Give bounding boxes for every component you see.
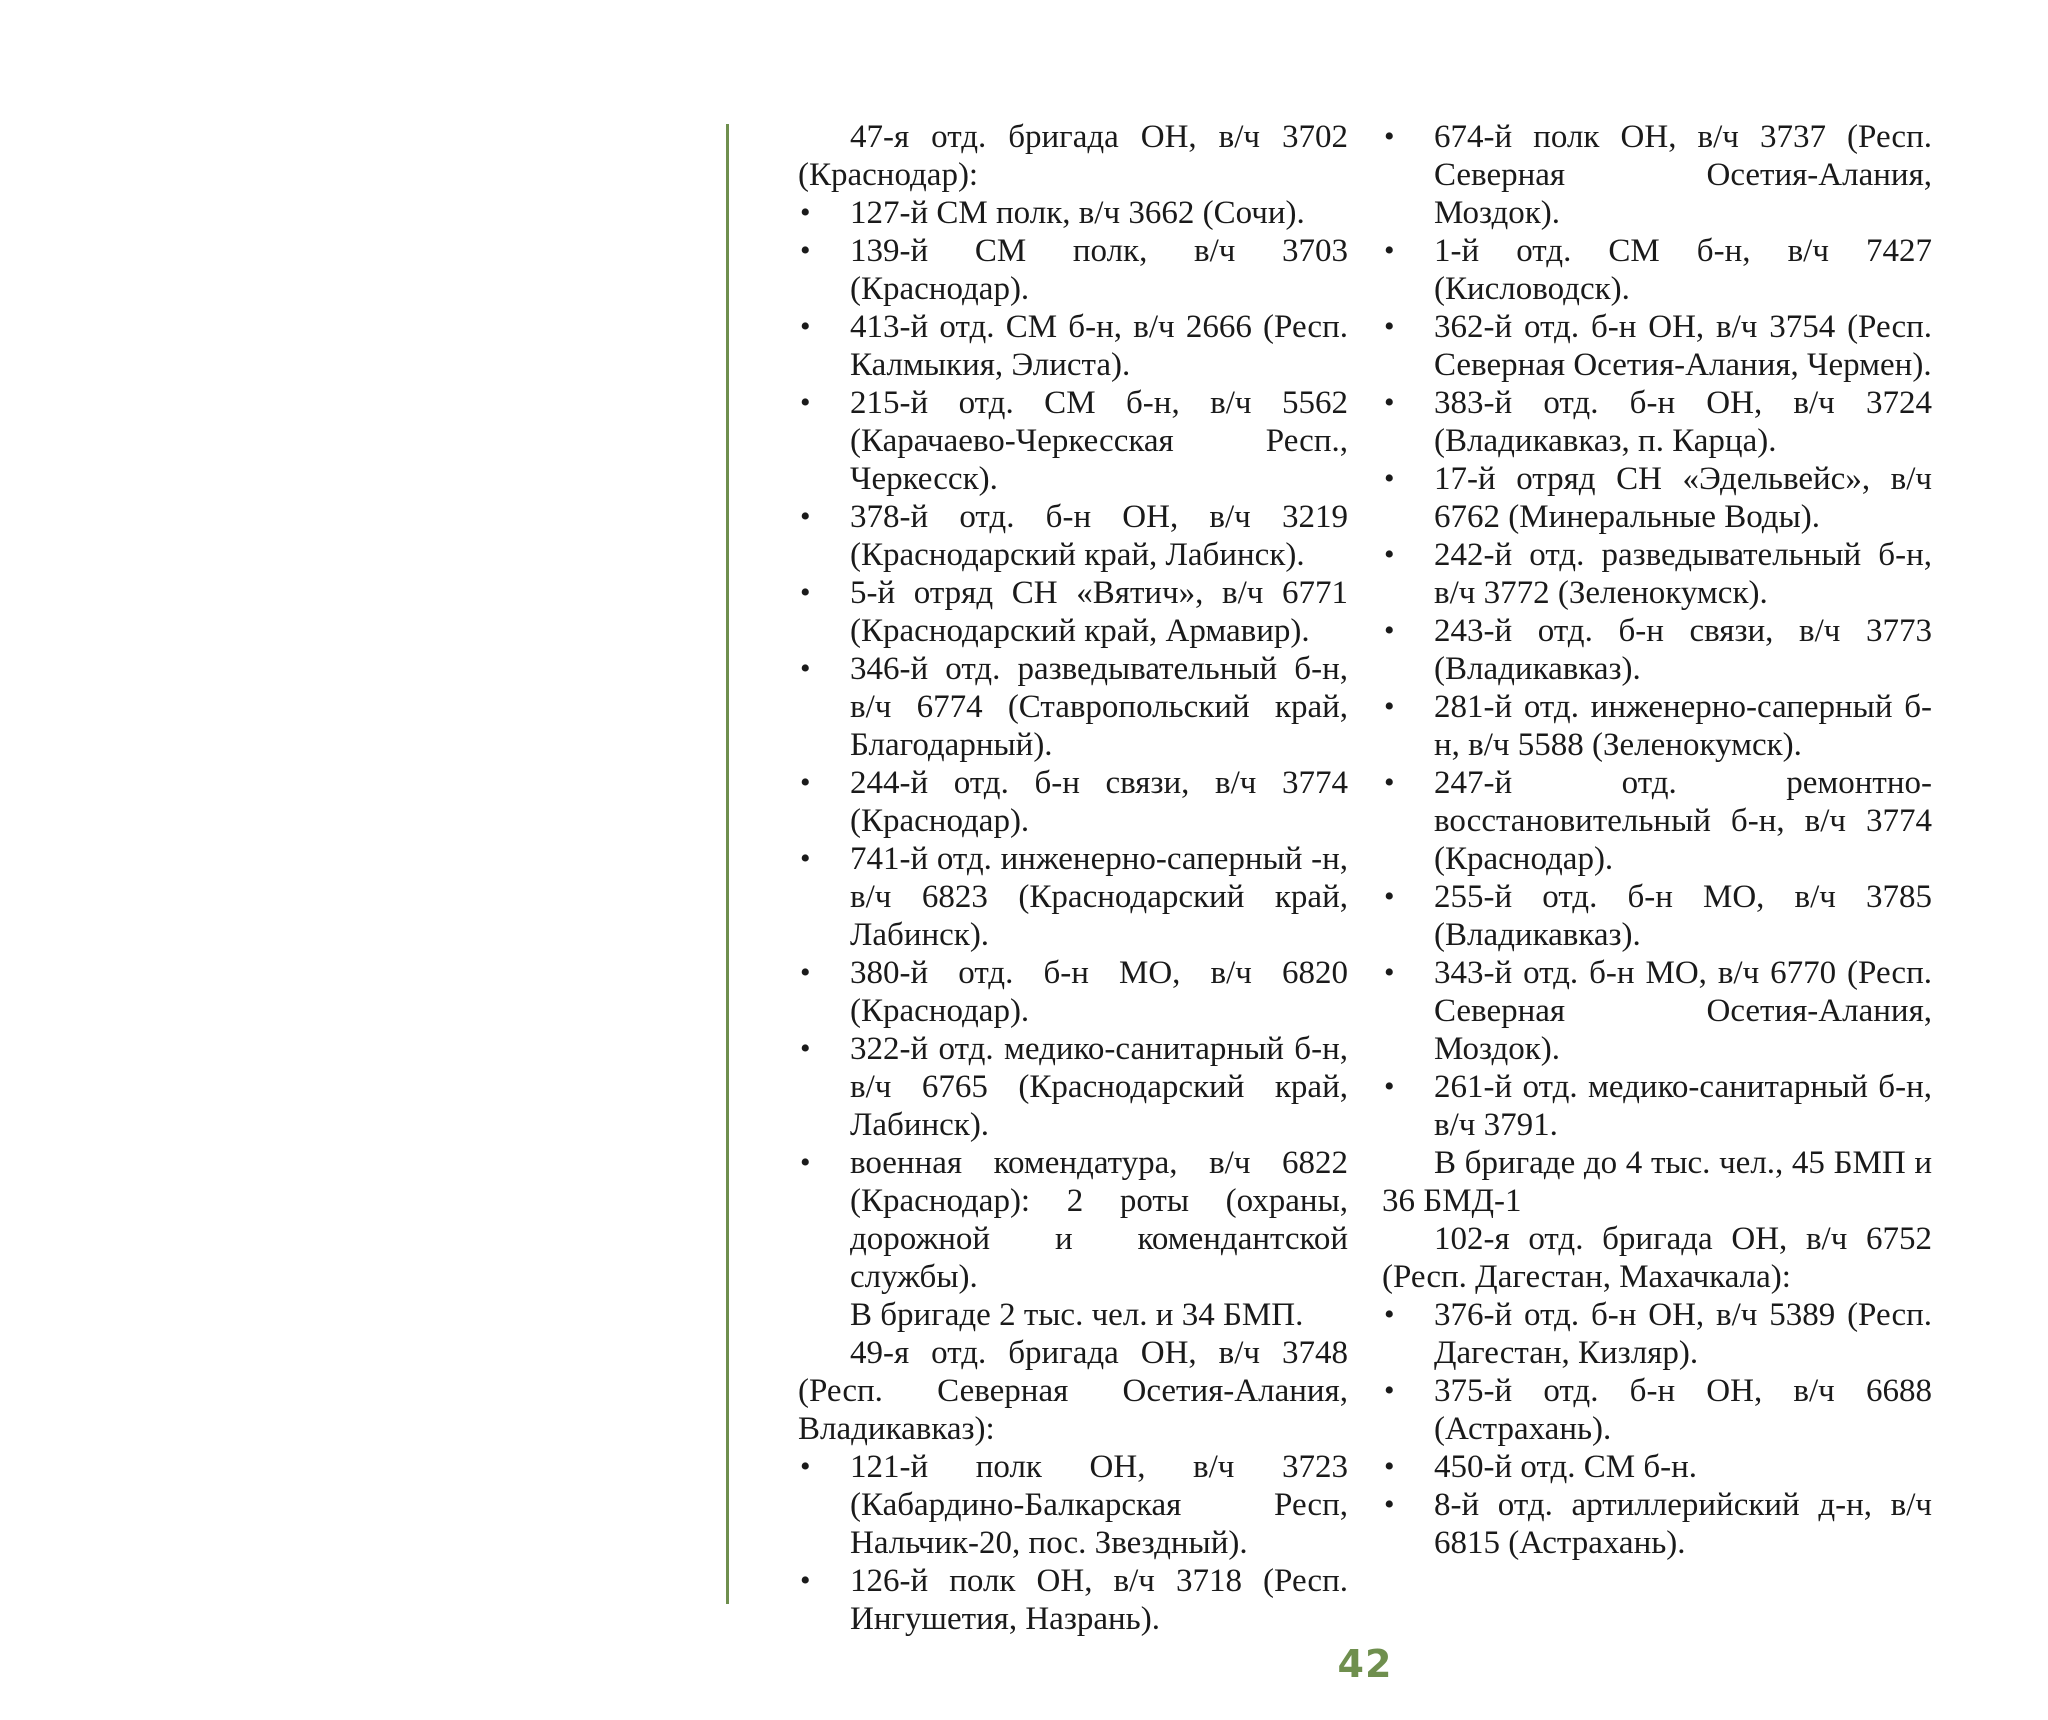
list-item: • 17-й отряд СН «Эдельвейс», в/ч 6762 (Минеральные Воды). (1382, 460, 1932, 536)
list-item: • 383-й отд. б-н ОН, в/ч 3724 (Владикавказ, п. Карца). (1382, 384, 1932, 460)
summary-brigade-49: В бригаде до 4 тыс. чел., 45 БМП и 36 БМД-1 (1382, 1145, 1932, 1219)
page-number: 42 (1337, 1642, 1393, 1686)
list-item: • 139-й СМ полк, в/ч 3703 (Краснодар). (798, 232, 1348, 308)
list-item: • 346-й отд. разведывательный б-н, в/ч 6774 (Ставропольский край, Благодарный). (798, 650, 1348, 764)
list-brigade-47 (798, 194, 1348, 1296)
list-item: • 243-й отд. б-н связи, в/ч 3773 (Владикавказ). (1382, 612, 1932, 688)
list-item: • 127-й СМ полк, в/ч 3662 (Сочи). (798, 194, 1348, 232)
list-item: • 247-й отд. ремонтно-восстановительный б-н, в/ч 3774 (Краснодар). (1382, 764, 1932, 878)
list-item: • 255-й отд. б-н МО, в/ч 3785 (Владикавказ). (1382, 878, 1932, 954)
list-item: • 375-й отд. б-н ОН, в/ч 6688 (Астрахань). (1382, 1372, 1932, 1448)
margin-rule (726, 124, 729, 1604)
right-column (1382, 118, 1932, 1562)
list-item: • 322-й отд. медико-санитарный б-н, в/ч 6765 (Краснодарский край, Лабинск). (798, 1030, 1348, 1144)
list-item: • 378-й отд. б-н ОН, в/ч 3219 (Краснодарский край, Лабинск). (798, 498, 1348, 574)
paragraph-brigade-102: 102-я отд. бригада ОН, в/ч 6752 (Респ. Дагестан, Махачкала): (1382, 1221, 1932, 1295)
list-item: • 281-й отд. инженерно-саперный б-н, в/ч 5588 (Зеленокумск). (1382, 688, 1932, 764)
list-item: • 380-й отд. б-н МО, в/ч 6820 (Краснодар). (798, 954, 1348, 1030)
list-item: • 242-й отд. разведывательный б-н, в/ч 3772 (Зеленокумск). (1382, 536, 1932, 612)
list-item: • 741-й отд. инженерно-саперный -н, в/ч 6823 (Краснодарский край, Лабинск). (798, 840, 1348, 954)
list-item: • 5-й отряд СН «Вятич», в/ч 6771 (Краснодарский край, Армавир). (798, 574, 1348, 650)
list-brigade-102 (1382, 1296, 1932, 1562)
list-brigade-49-continued (1382, 118, 1932, 1144)
list-brigade-49 (798, 1448, 1348, 1638)
left-column (798, 118, 1348, 1638)
list-item: • 343-й отд. б-н МО, в/ч 6770 (Респ. Северная Осетия-Алания, Моздок). (1382, 954, 1932, 1068)
list-item: • 674-й полк ОН, в/ч 3737 (Респ. Северная Осетия-Алания, Моздок). (1382, 118, 1932, 232)
list-item: • 215-й отд. СМ б-н, в/ч 5562 (Карачаево-Черкесская Респ., Черкесск). (798, 384, 1348, 498)
paragraph-brigade-49: 49-я отд. бригада ОН, в/ч 3748 (Респ. Северная Осетия-Алания, Владикавказ): (798, 1335, 1348, 1447)
list-item: • 450-й отд. СМ б-н. (1382, 1448, 1932, 1486)
list-item: • 376-й отд. б-н ОН, в/ч 5389 (Респ. Дагестан, Кизляр). (1382, 1296, 1932, 1372)
list-item: • 261-й отд. медико-санитарный б-н, в/ч 3791. (1382, 1068, 1932, 1144)
list-item: • 8-й отд. артиллерийский д-н, в/ч 6815 (Астрахань). (1382, 1486, 1932, 1562)
list-item: • 244-й отд. б-н связи, в/ч 3774 (Краснодар). (798, 764, 1348, 840)
summary-brigade-47: В бригаде 2 тыс. чел. и 34 БМП. (850, 1297, 1304, 1333)
paragraph-brigade-47: 47-я отд. бригада ОН, в/ч 3702 (Краснодар): (798, 119, 1348, 193)
list-item: • 1-й отд. СМ б-н, в/ч 7427 (Кисловодск). (1382, 232, 1932, 308)
list-item: • 121-й полк ОН, в/ч 3723 (Кабардино-Балкарская Респ, Нальчик-20, пос. Звездный). (798, 1448, 1348, 1562)
list-item: • военная комендатура, в/ч 6822 (Краснодар): 2 роты (охраны, дорожной и комендантской службы). (798, 1144, 1348, 1296)
list-item: • 362-й отд. б-н ОН, в/ч 3754 (Респ. Северная Осетия-Алания, Чермен). (1382, 308, 1932, 384)
list-item: • 413-й отд. СМ б-н, в/ч 2666 (Респ. Калмыкия, Элиста). (798, 308, 1348, 384)
list-item: • 126-й полк ОН, в/ч 3718 (Респ. Ингушетия, Назрань). (798, 1562, 1348, 1638)
